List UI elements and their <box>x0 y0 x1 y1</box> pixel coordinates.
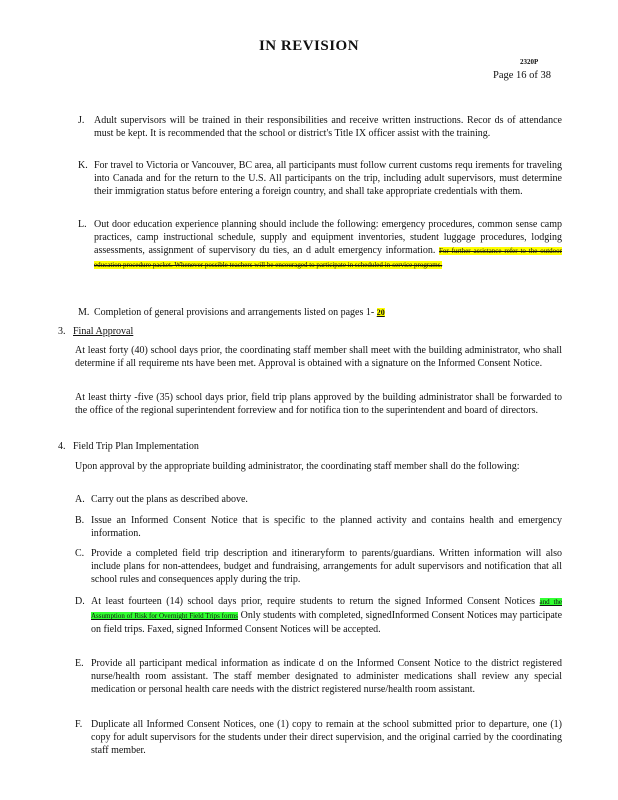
section-3-para-1: At least forty (40) school days prior, the coordinating staff member shall meet with the building administrator, who shall determine if all requireme nts have been met. Approval is obtained with a signature on the Informed Consent Notice. <box>75 345 562 369</box>
item-e-label: E. <box>75 658 84 669</box>
item-d-text-pre: At least fourteen (14) school days prior, require students to return the signed Informed Consent Notices <box>91 596 535 607</box>
item-f-text: Duplicate all Informed Consent Notices, one (1) copy to remain at the school submitted prior to departure, one (1) copy for adult supervisors for the students under their direct supervision, and the original carried by the coordinating staff member. <box>91 719 562 756</box>
document-id: 2320P <box>520 58 539 66</box>
item-b-label: B. <box>75 515 85 526</box>
section-3-number: 3. <box>58 326 66 337</box>
item-d-text-post: Only students with completed, signedInformed Consent Notices may participate on field trips. Faxed, signed Informed Consent Notices will be accepted. <box>91 610 563 635</box>
item-m-text: Completion of general provisions and arrangements listed on pages 1- <box>94 307 375 318</box>
item-l-text: Out door education experience planning should include the following: emergency procedures, common sense camp practices, camp instructional schedule, supply and equipment inventories, student luggage procedures, lodging assessments, assignment of supervisory du ties, an d adult emergency information. <box>94 219 562 256</box>
item-c-label: C. <box>75 548 85 559</box>
section-3-heading: Final Approval <box>73 326 134 337</box>
item-l-paragraph <box>94 218 562 272</box>
item-d-green-highlight: and the Assumption of Risk for Overnight Field Trips forms <box>91 598 562 620</box>
item-k-label: K. <box>78 160 88 171</box>
item-a-text: Carry out the plans as described above. <box>91 494 248 505</box>
item-d-label: D. <box>75 596 85 607</box>
item-m-paragraph <box>94 306 562 319</box>
page-title: IN REVISION <box>258 38 360 54</box>
item-j-label: J. <box>78 115 85 126</box>
item-b-text: Issue an Informed Consent Notice that is specific to the planned activity and contains health and emergency information. <box>91 515 562 539</box>
section-3-para-2: At least thirty -five (35) school days prior, field trip plans approved by the building administrator shall be forwarded to the office of the regional superintendent forreview and for notifica tion to the superintendent and board of directors. <box>75 392 562 416</box>
item-c-text: Provide a completed field trip description and itineraryform to parents/guardians. Written information will also include plans for non-attendees, budget and fundraising, arrangements for adult supervisors and notification that all school rules and consequences apply during the trip. <box>91 548 562 585</box>
item-l-label: L. <box>78 219 87 230</box>
item-d-paragraph <box>91 595 562 636</box>
item-m-page-highlight: 20 <box>376 308 385 317</box>
item-l-struck-highlight: For further assistance refer to the outdoor education procedure packet. Whenever possible teachers will be encouraged to participate in scheduled in-service programs. <box>94 247 563 269</box>
page-number: Page 16 of 38 <box>493 70 552 81</box>
item-f-label: F. <box>75 719 83 730</box>
item-e-text: Provide all participant medical information as indicate d on the Informed Consent Notice to the district registered nurse/health room assistant. The staff member designated to administer medications shall review any special medication or personal health care needs with the district registered nurse/health room assistant. <box>91 658 562 695</box>
item-m-label: M. <box>78 307 90 318</box>
section-4-intro: Upon approval by the appropriate building administrator, the coordinating staff member shall do the following: <box>75 461 520 472</box>
item-k-text: For travel to Victoria or Vancouver, BC area, all participants must follow current customs requ irements for traveling into Canada and for the return to the U.S. All participants on the trip, including adult supervisors, must determine their immigration status before entering a foreign country, and shall take appropriate credentials with them. <box>94 160 562 197</box>
section-4-heading: Field Trip Plan Implementation <box>73 441 199 452</box>
item-a-label: A. <box>75 494 85 505</box>
item-j-text: Adult supervisors will be trained in their responsibilities and receive written instructions. Recor ds of attendance must be kept. It is recommended that the school or district's Title IX officer assist with the training. <box>94 115 562 139</box>
section-4-number: 4. <box>58 441 66 452</box>
